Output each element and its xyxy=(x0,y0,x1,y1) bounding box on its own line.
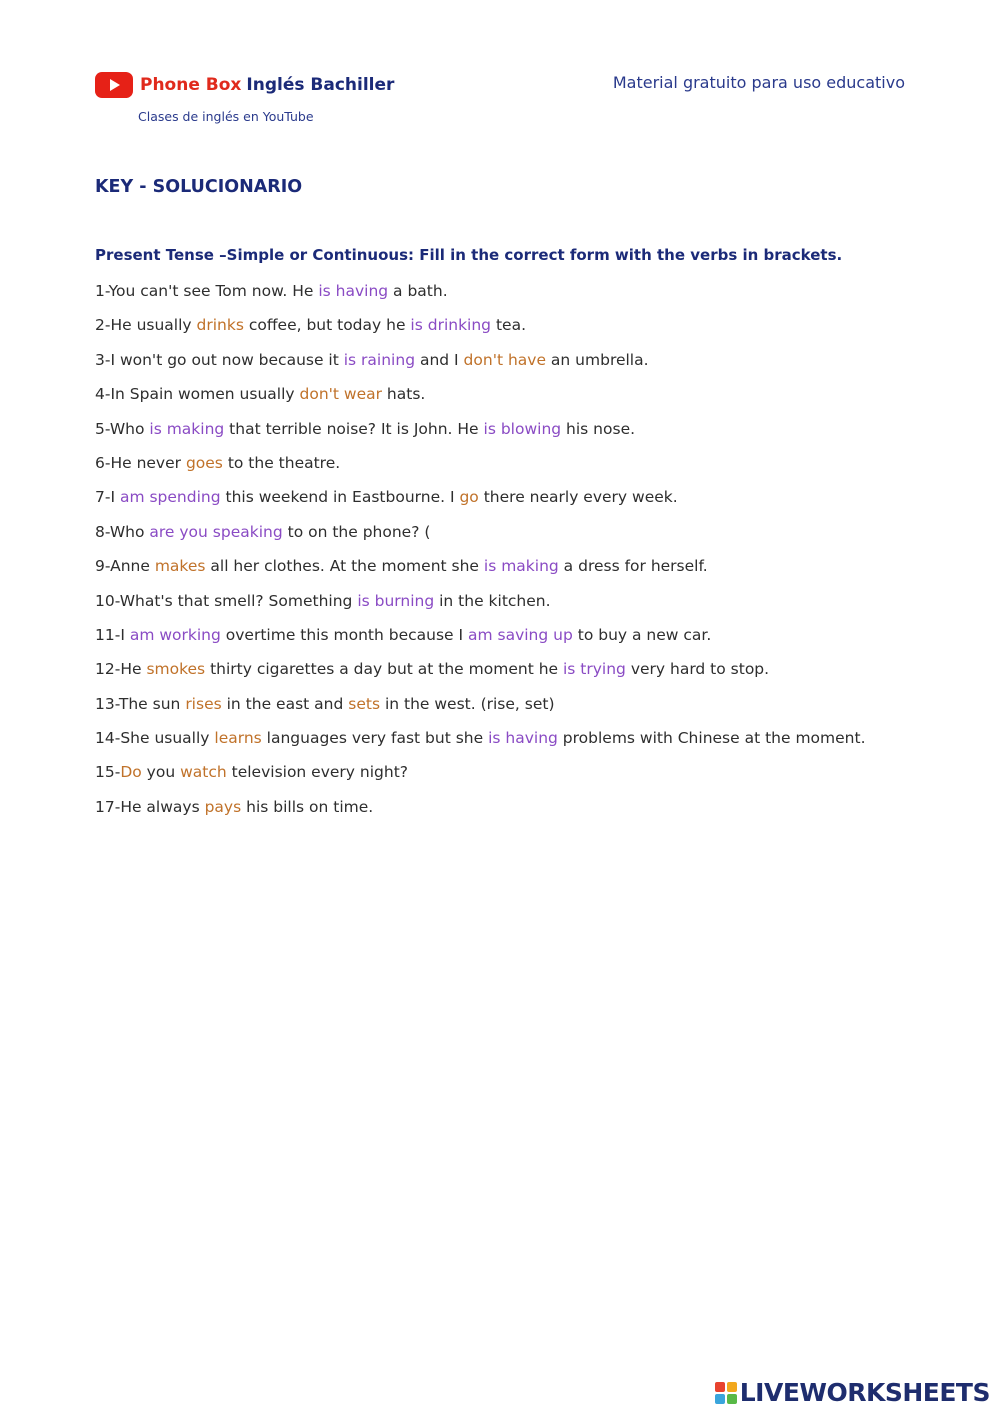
brand[interactable] xyxy=(95,70,394,100)
list-item xyxy=(95,624,935,658)
list-item xyxy=(95,555,935,589)
brand-subtitle: Clases de inglés en YouTube xyxy=(138,109,314,124)
sentence-text: 7-I xyxy=(95,488,120,507)
sentence-text: a dress for herself. xyxy=(558,557,708,576)
list-item xyxy=(95,418,935,452)
sentence-text: a bath. xyxy=(388,282,448,300)
sentence-text: his nose. xyxy=(561,419,636,438)
answer-simple: makes xyxy=(154,557,206,576)
list-item xyxy=(95,280,935,314)
sentence-text: to buy a new car. xyxy=(572,625,712,644)
answer-simple: learns xyxy=(214,729,262,748)
answer-simple: don't have xyxy=(463,350,546,369)
answer-continuous: am working xyxy=(129,625,221,644)
sentence-text: 11-I xyxy=(95,625,130,644)
answer-continuous: is drinking xyxy=(410,316,492,335)
answer-simple: goes xyxy=(185,453,223,472)
sentence-text: in the kitchen. xyxy=(434,591,551,610)
sentence-text: thirty cigarettes a day but at the moment he xyxy=(205,660,563,679)
sentence-text: 9-Anne xyxy=(95,557,155,576)
sentence-text: 10-What's that smell? Something xyxy=(95,591,358,610)
answer-simple: smokes xyxy=(146,660,206,679)
exercise-instructions: Present Tense –Simple or Continuous: Fill in the correct form with the verbs in brackets. xyxy=(95,246,843,264)
sentence-text: 17-He always xyxy=(95,797,205,816)
sentence-text: hats. xyxy=(382,385,426,404)
liveworksheets-logo-text: LIVEWORKSHEETS xyxy=(739,1378,990,1407)
sentence-text: 8-Who xyxy=(95,522,150,541)
answer-continuous: is having xyxy=(318,282,389,300)
page-header xyxy=(95,70,905,130)
sentence-text: languages very fast but she xyxy=(261,729,489,748)
answer-continuous: is making xyxy=(483,557,559,576)
sentence-text: tea. xyxy=(491,316,526,335)
answer-continuous: am saving up xyxy=(467,625,573,644)
list-item xyxy=(95,590,935,624)
sentence-text: 12-He xyxy=(95,660,147,679)
list-item xyxy=(95,349,935,383)
sentence-text: in the west. (rise, set) xyxy=(380,694,555,713)
list-item xyxy=(95,452,935,486)
brand-name-red: Phone Box xyxy=(140,75,242,95)
sentence-text: that terrible noise? It is John. He xyxy=(224,419,484,438)
sentence-text: and I xyxy=(415,350,464,369)
sentence-text: to the theatre. xyxy=(222,453,341,472)
list-item xyxy=(95,796,935,830)
sentence-text: 15- xyxy=(95,763,121,782)
answer-simple: drinks xyxy=(196,316,244,335)
answer-simple: Do xyxy=(120,763,142,782)
sentence-text: an umbrella. xyxy=(546,350,649,369)
answer-continuous: is trying xyxy=(562,660,626,679)
sentence-text: 2-He usually xyxy=(95,316,197,335)
sentence-text: television every night? xyxy=(226,763,408,782)
list-item xyxy=(95,486,935,520)
list-item xyxy=(95,658,935,692)
answer-simple: go xyxy=(459,488,479,507)
answer-continuous: am spending xyxy=(119,488,221,507)
sentence-text: problems with Chinese at the moment. xyxy=(557,729,866,748)
answer-continuous: is blowing xyxy=(483,419,562,438)
youtube-play-icon xyxy=(95,72,133,98)
sentence-text: in the east and xyxy=(221,694,349,713)
sentence-text: 6-He never xyxy=(95,453,186,472)
answer-simple: pays xyxy=(204,797,242,816)
list-item xyxy=(95,761,935,795)
answer-continuous: are you speaking xyxy=(149,522,283,541)
answer-continuous: is making xyxy=(149,419,225,438)
sentence-text: overtime this month because I xyxy=(220,625,468,644)
list-item xyxy=(95,693,935,727)
sentence-text: 4-In Spain women usually xyxy=(95,385,300,404)
sentence-text: 5-Who xyxy=(95,419,150,438)
sentence-text: you xyxy=(141,763,181,782)
header-right-text: Material gratuito para uso educativo xyxy=(612,73,905,92)
sentence-text: 13-The sun xyxy=(95,694,186,713)
sentence-text: coffee, but today he xyxy=(243,316,411,335)
answer-continuous: is having xyxy=(488,729,558,748)
answer-continuous: is burning xyxy=(357,591,435,610)
sentence-text: this weekend in Eastbourne. I xyxy=(220,488,460,507)
list-item xyxy=(95,521,935,555)
answer-continuous: is raining xyxy=(343,350,416,369)
answer-simple: sets xyxy=(348,694,381,713)
sentence-text: there nearly every week. xyxy=(478,488,678,507)
sentence-text: his bills on time. xyxy=(241,797,374,816)
answer-list xyxy=(95,280,935,830)
sentence-text: all her clothes. At the moment she xyxy=(205,557,484,576)
sentence-text: 1-You can't see Tom now. He xyxy=(95,282,319,300)
key-title: KEY - SOLUCIONARIO xyxy=(95,177,303,197)
list-item xyxy=(95,314,935,348)
list-item xyxy=(95,727,935,761)
sentence-text: very hard to stop. xyxy=(625,660,770,679)
sentence-text: to on the phone? ( xyxy=(282,522,431,541)
answer-simple: watch xyxy=(180,763,227,782)
liveworksheets-logo xyxy=(715,1378,990,1407)
answer-simple: rises xyxy=(185,694,222,713)
liveworksheets-mark-icon xyxy=(715,1382,737,1404)
sentence-text: 3-I won't go out now because it xyxy=(95,350,344,369)
list-item xyxy=(95,383,935,417)
answer-simple: don't wear xyxy=(299,385,382,404)
brand-name-blue: Inglés Bachiller xyxy=(246,75,395,95)
sentence-text: 14-She usually xyxy=(95,729,215,748)
